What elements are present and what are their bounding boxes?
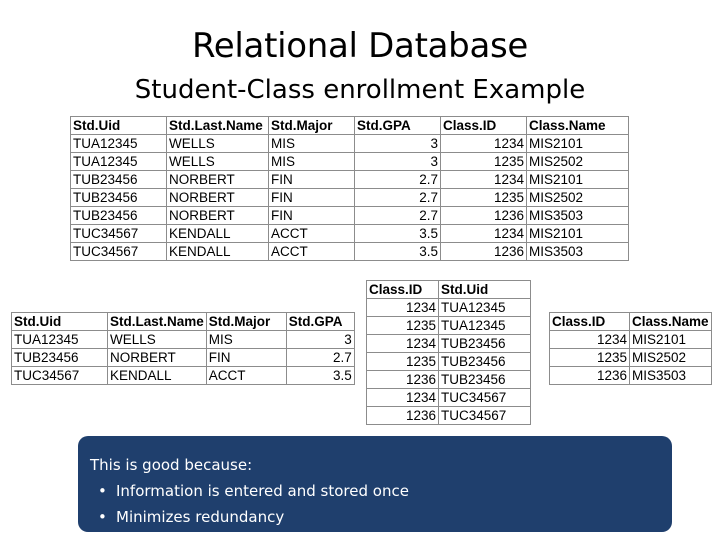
table-cell: MIS3503 <box>527 243 629 261</box>
table-cell: TUC34567 <box>71 225 167 243</box>
column-header: Std.Last.Name <box>108 313 207 331</box>
slide-title: Relational Database <box>191 26 529 66</box>
table-row <box>367 335 531 353</box>
table-cell: TUC34567 <box>439 407 531 425</box>
table-cell: 2.7 <box>355 207 441 225</box>
column-header: Std.GPA <box>355 117 441 135</box>
table-cell: 1234 <box>367 335 439 353</box>
table-row <box>71 171 629 189</box>
table-row <box>367 407 531 425</box>
table-cell: 1234 <box>441 171 527 189</box>
callout-heading: This is good because: <box>90 456 253 474</box>
table-cell: TUB23456 <box>71 171 167 189</box>
bullet-dot-icon: • <box>98 508 107 526</box>
table-cell: MIS2502 <box>630 349 712 367</box>
column-header: Class.ID <box>441 117 527 135</box>
table-cell: MIS2101 <box>527 135 629 153</box>
table-cell: MIS <box>269 153 355 171</box>
table-cell: 1236 <box>367 407 439 425</box>
table-cell: TUB23456 <box>71 207 167 225</box>
table-cell: 3.5 <box>355 225 441 243</box>
table-cell: 2.7 <box>355 171 441 189</box>
table-cell: 1235 <box>367 317 439 335</box>
table-cell: 1234 <box>367 389 439 407</box>
table-row <box>12 367 355 385</box>
table-cell: 3 <box>355 153 441 171</box>
column-header: Std.Major <box>206 313 286 331</box>
table-row <box>550 367 712 385</box>
table-cell: TUA12345 <box>439 317 531 335</box>
table-cell: ACCT <box>269 225 355 243</box>
table-cell: WELLS <box>108 331 207 349</box>
table-cell: TUB23456 <box>439 371 531 389</box>
table-cell: TUB23456 <box>12 349 108 367</box>
table-cell: FIN <box>269 189 355 207</box>
table-row <box>550 331 712 349</box>
table-cell: TUA12345 <box>71 135 167 153</box>
table-cell: FIN <box>269 207 355 225</box>
table-cell: TUC34567 <box>439 389 531 407</box>
table-cell: MIS <box>206 331 286 349</box>
table-cell: TUB23456 <box>439 335 531 353</box>
table-cell: 3.5 <box>355 243 441 261</box>
column-header: Class.Name <box>630 313 712 331</box>
table-cell: MIS2502 <box>527 189 629 207</box>
table-cell: MIS2101 <box>527 225 629 243</box>
table-cell: 1234 <box>441 135 527 153</box>
table-cell: WELLS <box>167 135 269 153</box>
table-header-row <box>71 117 629 135</box>
table-row <box>71 207 629 225</box>
table-cell: KENDALL <box>167 243 269 261</box>
table-row <box>367 353 531 371</box>
combined-enrollment-table <box>70 116 629 261</box>
table-cell: KENDALL <box>167 225 269 243</box>
callout-bullet <box>90 504 660 530</box>
table-cell: 1234 <box>367 299 439 317</box>
table-cell: TUA12345 <box>439 299 531 317</box>
table-header-row <box>550 313 712 331</box>
table-row <box>367 389 531 407</box>
column-header: Class.ID <box>550 313 630 331</box>
table-row <box>550 349 712 367</box>
table-cell: FIN <box>206 349 286 367</box>
table-cell: 2.7 <box>355 189 441 207</box>
callout-bullet <box>90 478 660 504</box>
table-cell: ACCT <box>269 243 355 261</box>
table-cell: TUA12345 <box>12 331 108 349</box>
column-header: Class.Name <box>527 117 629 135</box>
bullet-dot-icon: • <box>98 482 107 500</box>
table-cell: 1236 <box>550 367 630 385</box>
table-row <box>367 371 531 389</box>
table-row <box>71 135 629 153</box>
table-cell: KENDALL <box>108 367 207 385</box>
table-row <box>367 299 531 317</box>
table-header-row <box>367 281 531 299</box>
callout-bullet-text: Information is entered and stored once <box>116 482 409 500</box>
table-cell: 1235 <box>441 189 527 207</box>
class-table <box>549 312 712 385</box>
column-header: Std.Uid <box>71 117 167 135</box>
table-cell: NORBERT <box>167 207 269 225</box>
table-cell: FIN <box>269 171 355 189</box>
table-cell: TUC34567 <box>12 367 108 385</box>
column-header: Std.Major <box>269 117 355 135</box>
table-cell: 1234 <box>441 225 527 243</box>
enrollment-table <box>366 280 531 425</box>
table-cell: 1236 <box>441 243 527 261</box>
table-row <box>12 331 355 349</box>
table-row <box>71 189 629 207</box>
table-row <box>71 243 629 261</box>
column-header: Std.Uid <box>439 281 531 299</box>
table-cell: 1235 <box>367 353 439 371</box>
table-cell: 1236 <box>367 371 439 389</box>
table-cell: NORBERT <box>108 349 207 367</box>
table-cell: MIS2502 <box>527 153 629 171</box>
table-cell: MIS3503 <box>527 207 629 225</box>
table-row <box>12 349 355 367</box>
column-header: Std.Uid <box>12 313 108 331</box>
table-cell: 3.5 <box>286 367 354 385</box>
callout-bullet-text: Minimizes redundancy <box>116 508 285 526</box>
table-cell: 1235 <box>441 153 527 171</box>
table-cell: MIS3503 <box>630 367 712 385</box>
table-cell: 1236 <box>441 207 527 225</box>
table-row <box>367 317 531 335</box>
table-cell: 1234 <box>550 331 630 349</box>
benefits-callout <box>78 436 672 532</box>
table-cell: 3 <box>286 331 354 349</box>
table-cell: TUB23456 <box>71 189 167 207</box>
table-row <box>71 225 629 243</box>
table-cell: MIS2101 <box>527 171 629 189</box>
table-cell: ACCT <box>206 367 286 385</box>
table-cell: TUB23456 <box>439 353 531 371</box>
student-table <box>11 312 355 385</box>
table-cell: MIS <box>269 135 355 153</box>
table-cell: 1235 <box>550 349 630 367</box>
column-header: Std.GPA <box>286 313 354 331</box>
slide-subtitle: Student-Class enrollment Example <box>134 75 586 105</box>
column-header: Std.Last.Name <box>167 117 269 135</box>
column-header: Class.ID <box>367 281 439 299</box>
table-cell: MIS2101 <box>630 331 712 349</box>
table-header-row <box>12 313 355 331</box>
table-cell: NORBERT <box>167 189 269 207</box>
table-cell: NORBERT <box>167 171 269 189</box>
table-row <box>71 153 629 171</box>
table-cell: 3 <box>355 135 441 153</box>
table-cell: 2.7 <box>286 349 354 367</box>
table-cell: WELLS <box>167 153 269 171</box>
table-cell: TUC34567 <box>71 243 167 261</box>
table-cell: TUA12345 <box>71 153 167 171</box>
